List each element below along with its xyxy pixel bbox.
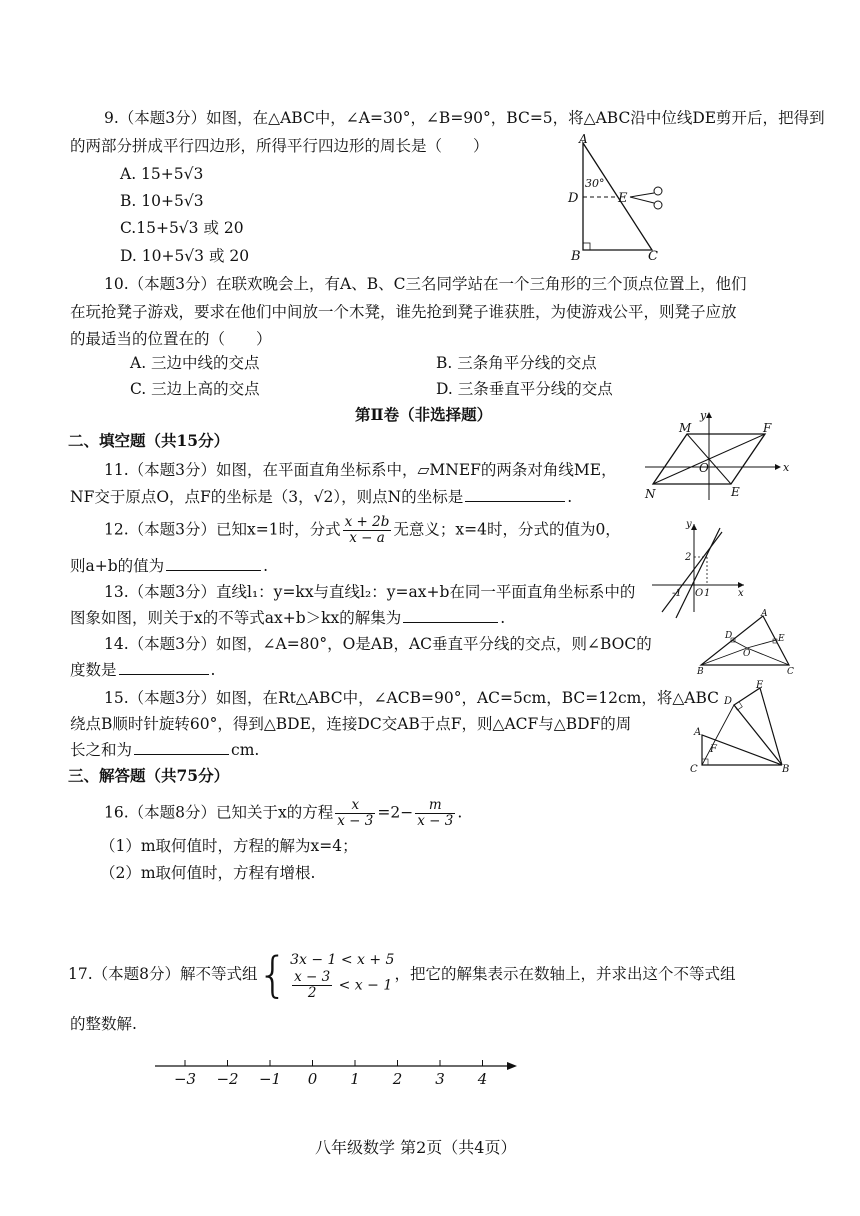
q15-label-e: E — [756, 680, 764, 691]
q14-triangle-figure — [697, 610, 797, 675]
q10-line2: 在玩抢凳子游戏，要求在他们中间放一个木凳，谁先抢到凳子谁获胜，为使游戏公平，则凳子应放 — [70, 303, 737, 321]
q16-fraction-2-denominator: x − 3 — [417, 813, 454, 829]
q16-sub2: （2）m取何值时，方程有增根. — [100, 864, 316, 882]
q10-option-c: C. 三边上高的交点 — [130, 380, 260, 398]
q11-label-e: E — [731, 485, 740, 499]
q16-fraction-2 — [415, 798, 455, 829]
q10-option-d: D. 三条垂直平分线的交点 — [436, 380, 613, 398]
q9-triangle-figure — [568, 132, 678, 264]
q17-post: ，把它的解集表示在数轴上，并求出这个不等式组 — [394, 965, 736, 983]
q17-line2: 的整数解. — [70, 1015, 137, 1033]
q13-label-o: O — [695, 588, 704, 599]
q13-line2-text: 图象如图，则关于x的不等式ax+b＞kx的解集为 — [70, 609, 402, 627]
q15-label-d: D — [724, 696, 733, 707]
q17-ineq1: 3x − 1 < x + 5 — [290, 951, 395, 968]
numberline-tick-label: −1 — [258, 1070, 282, 1088]
q17-ineq2 — [290, 970, 394, 1001]
q17-ineq2-rest: < x − 1 — [338, 977, 393, 993]
q17-system — [290, 950, 394, 1001]
q9-label-angle: 30° — [585, 177, 605, 190]
q14-label-a: A — [761, 609, 768, 619]
q12-fraction-numerator: x + 2b — [344, 514, 390, 530]
q15-label-c: C — [690, 764, 698, 775]
q11-line1: 11.（本题3分）如图，在平面直角坐标系中，▱MNEF的两条对角线ME， — [104, 461, 617, 479]
number-line — [155, 1058, 525, 1098]
q9-label-a: A — [579, 132, 588, 146]
q9-option-b: B. 10+5√3 — [120, 192, 204, 210]
q11-label-y: y — [700, 409, 707, 422]
q16-line1 — [104, 798, 462, 829]
q11-line2-end: . — [567, 488, 573, 506]
q9-option-a: A. 15+5√3 — [120, 165, 204, 183]
q15-line3-text: 长之和为 — [70, 741, 133, 759]
q13-label-x: x — [738, 588, 744, 599]
q14-line2-text: 度数是 — [70, 661, 117, 679]
q11-parallelogram-figure — [645, 409, 795, 507]
q12-fraction — [343, 515, 392, 546]
q13-answer-blank[interactable] — [403, 608, 498, 623]
q17-ineq2-denominator: 2 — [307, 984, 317, 1001]
q16-sub1: （1）m取何值时，方程的解为x=4； — [100, 837, 358, 855]
q17-ineq2-numerator: x − 3 — [294, 968, 331, 985]
numberline-tick-label: 0 — [307, 1070, 318, 1088]
q16-end: . — [457, 803, 463, 822]
numberline-tick-label: −3 — [173, 1070, 197, 1088]
q12-line2 — [70, 556, 268, 576]
q11-label-n: N — [645, 487, 656, 501]
q15-line2: 绕点B顺时针旋转60°，得到△BDE，连接DC交AB于点F，则△ACF与△BDF的周 — [70, 715, 632, 733]
q11-label-o: O — [699, 461, 709, 475]
section2-heading: 二、填空题（共15分） — [68, 431, 230, 450]
q12-fraction-denominator: x − a — [349, 530, 385, 546]
q11-label-m: M — [679, 421, 692, 435]
q12-line2-text: 则a+b的值为 — [70, 557, 165, 575]
q11-line2-text: NF交于原点O，点F的坐标是（3，√2），则点N的坐标是 — [70, 488, 464, 506]
q9-line1: 9.（本题3分）如图，在△ABC中，∠A=30°，∠B=90°，BC=5，将△ABC沿中位线DE剪开后，把得到 — [104, 109, 825, 127]
q14-label-d: D — [725, 631, 733, 641]
section3-heading: 三、解答题（共75分） — [68, 766, 230, 785]
numberline-tick-label: 2 — [392, 1070, 403, 1088]
q13-line1: 13.（本题3分）直线l₁：y=kx与直线l₂：y=ax+b在同一平面直角坐标系中的 — [104, 583, 636, 601]
q12-post: 无意义；x=4时，分式的值为0， — [393, 520, 621, 539]
q10-option-b: B. 三条角平分线的交点 — [436, 354, 597, 372]
q11-answer-blank[interactable] — [465, 487, 565, 502]
q9-line2: 的两部分拼成平行四边形，所得平行四边形的周长是（ ） — [70, 137, 489, 155]
q16-fraction-1 — [335, 798, 375, 829]
q10-line1: 10.（本题3分）在联欢晚会上，有A、B、C三名同学站在一个三角形的三个顶点位置上，他们 — [104, 275, 747, 293]
q9-label-b: B — [571, 249, 581, 264]
q17-line1 — [68, 946, 735, 1002]
q9-label-d: D — [568, 191, 579, 206]
q13-label-neg1: -1 — [672, 588, 682, 599]
q15-answer-blank[interactable] — [134, 740, 229, 755]
q11-line2 — [70, 487, 572, 507]
q15-label-a: A — [694, 727, 702, 738]
numberline-tick-label: 3 — [435, 1070, 445, 1088]
q14-label-c: C — [787, 667, 794, 677]
q12-answer-blank[interactable] — [166, 556, 261, 571]
q16-fraction-2-numerator: m — [415, 798, 455, 814]
q13-label-two: 2 — [685, 552, 692, 563]
part2-title: 第Ⅱ卷（非选择题） — [355, 405, 493, 424]
q14-label-e: E — [778, 634, 785, 644]
q12-line1 — [104, 515, 621, 546]
q14-label-o: O — [743, 649, 751, 659]
q14-line2-end: . — [210, 661, 216, 679]
q10-line3: 的最适当的位置在的（ ） — [70, 330, 272, 348]
numberline-tick-label: 1 — [350, 1070, 360, 1088]
q9-option-d: D. 10+5√3 或 20 — [120, 247, 250, 265]
q13-line2-end: . — [500, 609, 506, 627]
q16-fraction-1-numerator: x — [335, 798, 375, 814]
page-footer: 八年级数学 第2页（共4页） — [315, 1138, 517, 1157]
q13-lines-graph-figure — [652, 520, 752, 615]
q14-line1: 14.（本题3分）如图，∠A=80°，O是AB，AC垂直平分线的交点，则∠BOC的 — [104, 635, 652, 653]
numberline-tick-label: 4 — [477, 1070, 488, 1088]
q9-label-e: E — [618, 191, 628, 206]
q13-label-y: y — [686, 519, 692, 530]
q9-option-c: C.15+5√3 或 20 — [120, 219, 244, 237]
q11-label-f: F — [763, 421, 772, 435]
q17-brace: { — [257, 947, 289, 1003]
q12-line2-end: . — [263, 557, 269, 575]
q16-fraction-1-denominator: x − 3 — [337, 813, 374, 829]
numberline-tick-label: −2 — [216, 1070, 239, 1088]
q9-label-c: C — [648, 249, 658, 264]
q17-ineq2-fraction — [292, 970, 332, 1001]
q13-line2 — [70, 608, 505, 628]
q15-line3-end: cm. — [231, 741, 260, 759]
q15-label-b: B — [782, 764, 790, 775]
q14-answer-blank[interactable] — [119, 660, 209, 675]
q15-line1: 15.（本题3分）如图，在Rt△ABC中，∠ACB=90°，AC=5cm，BC=12cm，将△ABC — [104, 689, 720, 707]
scissors-icon — [630, 187, 662, 209]
q16-mid: =2− — [377, 803, 414, 822]
q17-pre: 17.（本题8分）解不等式组 — [68, 965, 258, 983]
q12-pre: 12.（本题3分）已知x=1时，分式 — [104, 520, 341, 539]
q15-line3 — [70, 740, 259, 760]
q10-option-a: A. 三边中线的交点 — [130, 354, 260, 372]
q14-label-b: B — [697, 667, 704, 677]
q14-line2 — [70, 660, 215, 680]
q11-label-x: x — [783, 461, 790, 474]
q16-pre: 16.（本题8分）已知关于x的方程 — [104, 803, 334, 822]
q13-label-one: 1 — [704, 588, 711, 599]
q15-label-f: F — [710, 744, 717, 755]
